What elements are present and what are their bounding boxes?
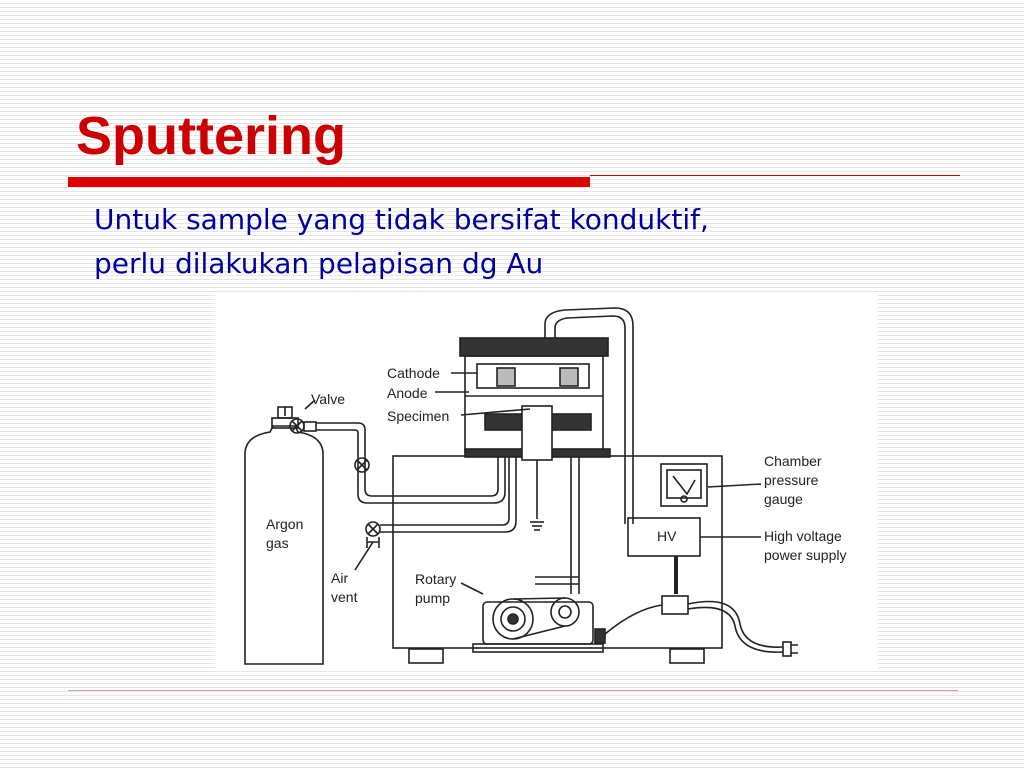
label-vent: vent [331,589,358,605]
diagram-svg [215,294,878,670]
label-gas: gas [266,535,289,551]
label-pump: pump [415,590,451,606]
footer-rule [68,690,958,691]
label-high-voltage: High voltage [764,528,842,544]
slide-subtitle [94,198,709,286]
subtitle-line-2: perlu dilakukan pelapisan dg Au [94,247,544,280]
rotary-pump [473,598,605,652]
label-rotary: Rotary [415,571,457,587]
vacuum-chamber [460,338,610,530]
label-pressure: pressure [764,472,819,488]
title-underline-thick [68,177,590,187]
label-chamber: Chamber [764,453,822,469]
label-valve: Valve [311,391,345,407]
label-hv: HV [657,528,677,544]
label-argon: Argon [266,516,304,532]
label-air: Air [331,570,349,586]
label-gauge: gauge [764,491,803,507]
sputter-coater-diagram [215,294,878,670]
label-specimen: Specimen [387,408,450,424]
subtitle-line-1: Untuk sample yang tidak bersifat konduktif, [94,203,709,236]
slide-title: Sputtering [76,106,346,166]
base-cabinet [393,456,722,648]
label-power-supply: power supply [764,547,847,563]
label-anode: Anode [387,385,428,401]
title-underline-thin [590,175,960,176]
label-cathode: Cathode [387,365,440,381]
